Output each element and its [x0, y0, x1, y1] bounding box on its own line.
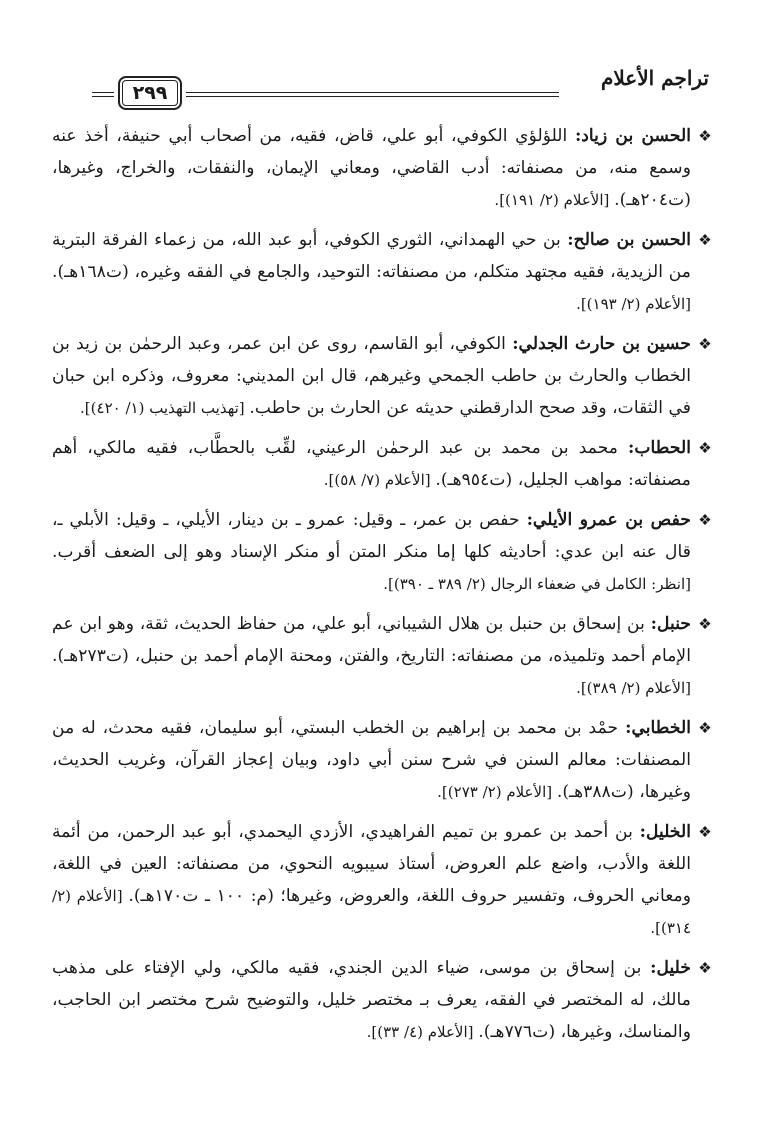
entry-text: حفص بن عمر، ـ وقيل: عمرو ـ بن دينار، الأيلي، ـ وقيل: الأبلي ـ، قال عنه ابن عدي: أحاديثه كلها إما منكر المتن أو منكر الإسناد وهو إلى الضعف أقرب.: [52, 510, 691, 562]
header-rule: [92, 92, 114, 93]
bullet-icon: ❖: [698, 439, 712, 457]
biography-entry: [52, 712, 715, 808]
entry-text: بن إسحاق بن موسى، ضياء الدين الجندي، فقيه مالكي، ولي الإفتاء على مذهب مالك، له المختصر في الفقه، يعرف بـ مختصر خليل، والتوضيح شرح مختصر ابن الحاجب، والمناسك، وغيرها، (ت٧٧٦هـ).: [52, 958, 691, 1042]
entry-text: اللؤلؤي الكوفي، أبو علي، قاض، فقيه، من أصحاب أبي حنيفة، أخذ عنه وسمع منه، من مصنفاته: أدب القاضي، ومعاني الإيمان، والنفقات، والخراج، وغيرها، (ت٢٠٤هـ).: [52, 126, 691, 210]
entry-name: الحسن بن زياد:: [574, 126, 691, 146]
entry-reference: [الأعلام (٢/ ٣١٤)].: [52, 887, 691, 937]
entry-reference: [الأعلام (٢/ ١٩٣)].: [576, 295, 691, 313]
biography-entry: [52, 816, 715, 944]
entry-text: محمد بن محمد بن عبد الرحمٰن الرعيني، لقِّب بالحطَّاب، فقيه مالكي، أهم مصنفاته: مواهب الجليل، (ت٩٥٤هـ).: [52, 438, 691, 490]
entry-text: حمْد بن محمد بن إبراهيم بن الخطب البستي، أبو سليمان، فقيه محدث، له من المصنفات: معالم السنن في شرح سنن أبي داود، وبيان إعجاز القرآن، وغريب الحديث، وغيرها، (ت٣٨٨هـ).: [52, 718, 691, 802]
entry-reference: [تهذيب التهذيب (١/ ٤٢٠)].: [80, 399, 250, 417]
entry-text: بن حي الهمداني، الثوري الكوفي، أبو عبد الله، من زعماء الفرقة البترية من الزيدية، فقيه مجتهد متكلم، من مصنفاته: التوحيد، والجامع في الفقه وغيره، (ت١٦٨هـ).: [52, 230, 691, 282]
bullet-icon: ❖: [698, 615, 712, 633]
header-rule: [186, 92, 559, 93]
entry-reference: [انظر: الكامل في ضعفاء الرجال (٢/ ٣٨٩ ـ ٣٩٠)].: [383, 575, 691, 593]
entry-reference: [الأعلام (٢/ ٣٨٩)].: [576, 679, 691, 697]
biography-entry: [52, 328, 715, 424]
biography-entry: [52, 224, 715, 320]
header-rule: [186, 96, 559, 97]
entry-reference: [الأعلام (٧/ ٥٨)].: [323, 471, 436, 489]
entry-text: بن إسحاق بن حنبل بن هلال الشيباني، أبو علي، من حفاظ الحديث، ثقة، وهو ابن عم الإمام أحمد وتلميذه، من مصنفاته: التاريخ، والفتن، ومحنة الإمام أحمد بن حنبل، (ت٢٧٣هـ).: [52, 614, 691, 666]
entry-text: الكوفي، أبو القاسم، روى عن ابن عمر، وعبد الرحمٰن بن زيد بن الخطاب والحارث بن حاطب الجمحي وغيرهم، قال ابن المديني: معروف، وذكره ابن حبان في الثقات، وقد صحح الدارقطني حديثه عن الحارث بن حاطب.: [52, 334, 691, 418]
entry-name: حفص بن عمرو الأيلي:: [526, 510, 691, 530]
biography-entry: [52, 504, 715, 600]
header-rule: [92, 96, 114, 97]
entry-name: الخليل:: [639, 822, 691, 842]
entry-name: الحطاب:: [628, 438, 691, 458]
biography-entry: [52, 952, 715, 1048]
bullet-icon: ❖: [698, 231, 712, 249]
biography-entry: [52, 608, 715, 704]
entry-reference: [الأعلام (٤/ ٣٣)].: [366, 1023, 479, 1041]
bullet-icon: ❖: [698, 959, 712, 977]
entry-name: الخطابي:: [625, 718, 691, 738]
entry-reference: [الأعلام (٢/ ٢٧٣)].: [437, 783, 557, 801]
bullet-icon: ❖: [698, 823, 712, 841]
bullet-icon: ❖: [698, 719, 712, 737]
biography-entry: [52, 120, 715, 216]
entry-name: حنبل:: [650, 614, 691, 634]
entry-name: حسين بن حارث الجدلي:: [512, 334, 691, 354]
bullet-icon: ❖: [698, 511, 712, 529]
entry-reference: [الأعلام (٢/ ١٩١)].: [494, 191, 615, 209]
running-title: تراجم الأعلام: [600, 66, 709, 90]
page-number: ٢٩٩: [118, 76, 182, 110]
entry-name: خليل:: [650, 958, 691, 978]
entry-name: الحسن بن صالح:: [567, 230, 691, 250]
biography-entry: [52, 432, 715, 496]
entry-text: بن أحمد بن عمرو بن تميم الفراهيدي، الأزدي اليحمدي، أبو عبد الرحمن، من أئمة اللغة والأدب، واضع علم العروض، أستاذ سيبويه النحوي، من مصنفاته: العين في اللغة، ومعاني الحروف، وتفسير حروف اللغة، والعروض، وغيرها؛ (م: ١٠٠ ـ ت١٧٠هـ).: [52, 822, 691, 906]
bullet-icon: ❖: [698, 127, 712, 145]
bullet-icon: ❖: [698, 335, 712, 353]
biography-list: [52, 120, 715, 1056]
page-header: [92, 62, 709, 106]
